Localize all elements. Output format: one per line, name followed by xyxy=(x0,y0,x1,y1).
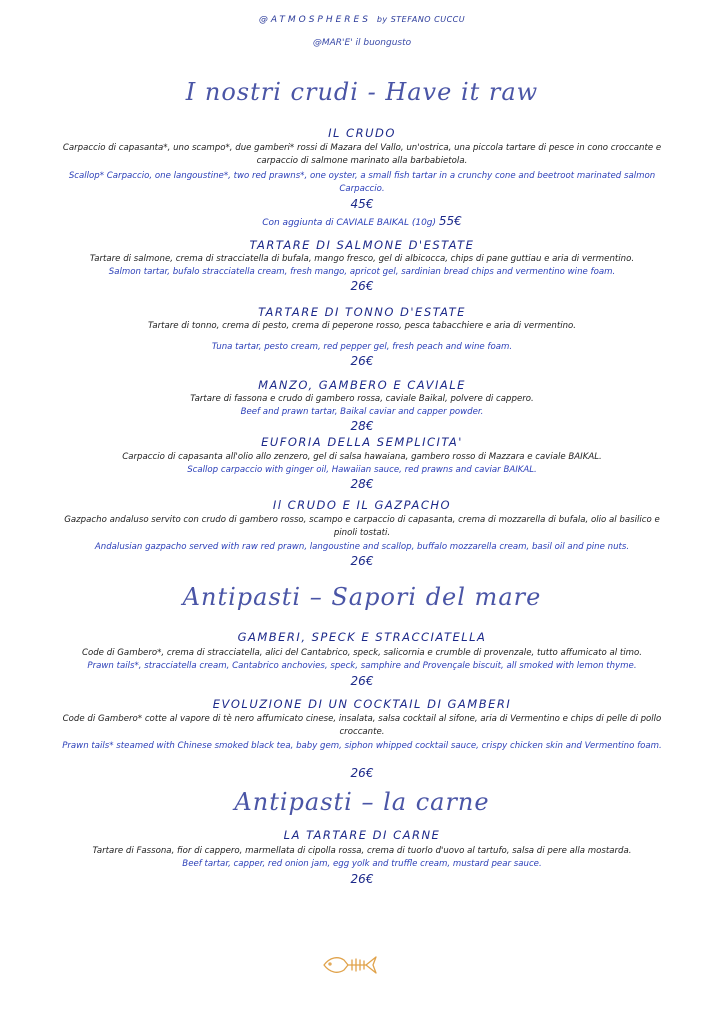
dish-price: 28€ xyxy=(350,477,374,491)
dish-price: 26€ xyxy=(350,766,374,780)
dish-price: 26€ xyxy=(350,554,374,568)
brand-header xyxy=(0,15,724,25)
dish-description-en: Tuna tartar, pesto cream, red pepper gel, fresh peach and wine foam. xyxy=(211,342,513,352)
dish-description-en: Salmon tartar, bufalo stracciatella cream, fresh mango, apricot gel, sardinian bread chips and vermentino wine foam. xyxy=(108,267,616,277)
dish-title: TARTARE DI SALMONE D'ESTATE xyxy=(249,238,475,252)
brand-name: @ATMOSPHERES xyxy=(258,15,371,25)
dish-description-it: Tartare di fassona e crudo di gambero rossa, caviale Baikal, polvere di cappero. xyxy=(190,394,534,404)
dish-price: 26€ xyxy=(350,279,374,293)
dish-description-en: Beef and prawn tartar, Baikal caviar and capper powder. xyxy=(240,407,484,417)
dish-description-it: Carpaccio di capasanta*, uno scampo*, due gamberi* rossi di Mazara del Vallo, un'ostrica, una piccola tartare di pesce in cono croccante e carpaccio di salmone marinato alla barbabietola. xyxy=(62,143,662,166)
dish-title: TARTARE DI TONNO D'ESTATE xyxy=(258,305,466,319)
dish-description-it: Code di Gambero* cotte al vapore di tè nero affumicato cinese, insalata, salsa cocktail al sifone, aria di Vermentino e chips di pelle di pollo croccante. xyxy=(62,714,662,737)
dish-title: LA TARTARE DI CARNE xyxy=(283,828,441,842)
caviar-addon-label: Con aggiunta di CAVIALE BAIKAL (10g) xyxy=(262,218,437,228)
dish-description-en: Beef tartar, capper, red onion jam, egg yolk and truffle cream, mustard pear sauce. xyxy=(182,859,542,869)
dish-price: 26€ xyxy=(350,872,374,886)
section-title-antipasti-mare: Antipasti – Sapori del mare xyxy=(182,583,542,611)
dish-description-it: Tartare di Fassona, fior di cappero, marmellata di cipolla rossa, crema di tuorlo d'uovo al tartufo, salsa di pere alla mostarda. xyxy=(92,846,632,856)
brand-by: by STEFANO CUCCU xyxy=(376,15,466,24)
dish-description-en: Andalusian gazpacho served with raw red prawn, langoustine and scallop, buffalo mozzarella cream, basil oil and pine nuts. xyxy=(94,542,630,552)
dish-description-it: Code di Gambero*, crema di stracciatella, alici del Cantabrico, speck, salicornia e crumble di provenzale, tutto affumicato al timo. xyxy=(81,648,643,658)
dish-description-en: Prawn tails* steamed with Chinese smoked black tea, baby gem, siphon whipped cocktail sauce, crispy chicken skin and Vermentino foam. xyxy=(62,741,662,751)
section-title-antipasti-carne: Antipasti – la carne xyxy=(234,788,490,816)
dish-description-it: Tartare di salmone, crema di stracciatella di bufala, mango fresco, gel di albicocca, chips di pane guttiau e aria di vermentino. xyxy=(89,254,635,264)
section-title-raw: I nostri crudi - Have it raw xyxy=(185,78,539,106)
dish-price: 26€ xyxy=(350,354,374,368)
dish-description-en: Prawn tails*, stracciatella cream, Cantabrico anchovies, speck, samphire and Provençale biscuit, all smoked with lemon thyme. xyxy=(87,661,637,671)
dish-price: 26€ xyxy=(350,674,374,688)
dish-description-en: Scallop* Carpaccio, one langoustine*, two red prawns*, one oyster, a small fish tartar in a crunchy cone and beetroot marinated salmon Carpaccio. xyxy=(68,171,656,194)
dish-title: EUFORIA DELLA SEMPLICITA' xyxy=(261,435,463,449)
dish-title: Il CRUDO E IL GAZPACHO xyxy=(272,498,452,512)
caviar-addon xyxy=(0,214,724,228)
fish-logo-icon xyxy=(322,952,378,978)
dish-description-it: Tartare di tonno, crema di pesto, crema di peperone rosso, pesca tabacchiere e aria di vermentino. xyxy=(147,321,577,331)
dish-title: EVOLUZIONE DI UN COCKTAIL DI GAMBERI xyxy=(212,697,512,711)
dish-description-en: Scallop carpaccio with ginger oil, Hawaiian sauce, red prawns and caviar BAIKAL. xyxy=(187,465,537,475)
dish-title: IL CRUDO xyxy=(328,126,396,140)
dish-price: 28€ xyxy=(350,419,374,433)
dish-price: 45€ xyxy=(350,197,374,211)
dish-title: MANZO, GAMBERO E CAVIALE xyxy=(258,378,466,392)
dish-description-it: Carpaccio di capasanta all'olio allo zenzero, gel di salsa hawaiana, gambero rosso di Mazzara e caviale BAIKAL. xyxy=(122,452,602,462)
sub-brand: @MAR'E' il buongusto xyxy=(312,38,412,48)
caviar-addon-price: 55€ xyxy=(438,214,462,228)
dish-description-it: Gazpacho andaluso servito con crudo di gambero rosso, scampo e carpaccio di capasanta, crema di mozzarella di bufala, olio al basilico e pinoli tostati. xyxy=(64,515,660,538)
dish-title: GAMBERI, SPECK E STRACCIATELLA xyxy=(237,630,487,644)
